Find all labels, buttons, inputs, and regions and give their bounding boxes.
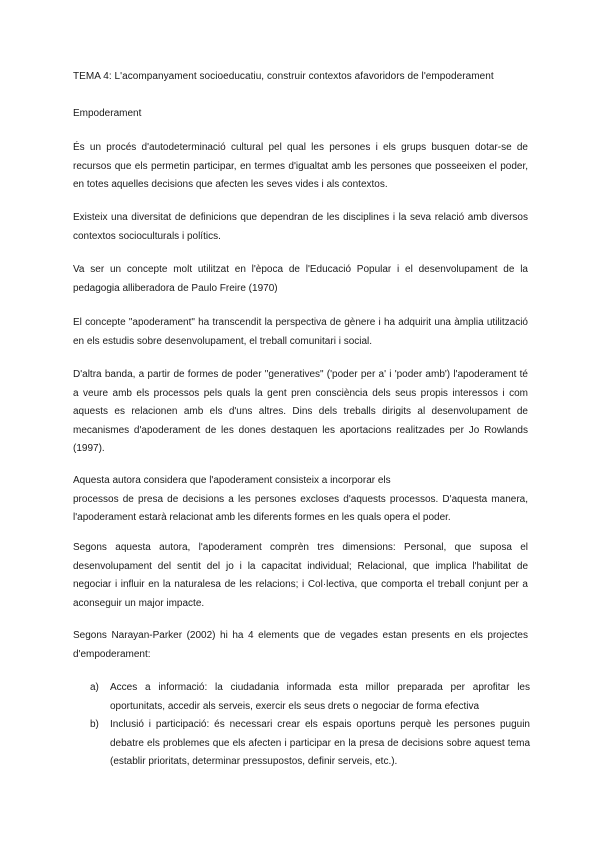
list-marker: a) [90, 682, 99, 693]
paragraph-6-line-1: Aquesta autora considera que l'apoderament consisteix a incorporar els [73, 475, 391, 486]
elements-list [90, 679, 530, 772]
section-heading: Empoderament [73, 108, 142, 119]
list-item [90, 679, 530, 716]
paragraph-5: D'altra banda, a partir de formes de poder "generatives" ('poder per a' i 'poder amb') l'apoderament té a veure amb els processos pels quals la gent pren consciència dels seus propis interessos i com aquests es relacionen amb els d'uns altres. Dins dels treballs dirigits al desenvolupament de mecanismes d'apoderament de les dones destaquen les aportacions realitzades per Jo Rowlands (1997). [73, 369, 528, 454]
paragraph-8: Segons Narayan-Parker (2002) hi ha 4 elements que de vegades estan presents en els projectes d'empoderament: [73, 630, 528, 660]
paragraph-7: Segons aquesta autora, l'apoderament comprèn tres dimensions: Personal, que suposa el desenvolupament del sentit del jo i la capacitat individual; Relacional, que implica l'habilitat de negociar i influir en la naturalesa de les relacions; i Col·lectiva, que comporta el treball conjunt per a aconseguir un major impacte. [73, 542, 528, 609]
paragraph-2: Existeix una diversitat de definicions que dependran de les disciplines i la seva relació amb diversos contextos socioculturals i polítics. [73, 212, 528, 242]
paragraph-3: Va ser un concepte molt utilitzat en l'època de l'Educació Popular i el desenvolupament de la pedagogia alliberadora de Paulo Freire (1970) [73, 264, 528, 294]
list-marker: b) [90, 719, 99, 730]
list-item [90, 716, 530, 772]
paragraph-1: És un procés d'autodeterminació cultural pel qual les persones i els grups busquen dotar-se de recursos que els permetin participar, en termes d'igualtat amb les persones que posseeixen el poder, en totes aquelles decisions que afecten les seves vides i als contextos. [73, 142, 528, 190]
list-item-text: Acces a informació: la ciudadania informada esta millor preparada per aprofitar les oportunitats, accedir als serveis, exercir els seus drets o negociar de forma efectiva [110, 682, 530, 712]
paragraph-6 [73, 472, 528, 528]
paragraph-6-rest: processos de presa de decisions a les persones excloses d'aquests processos. D'aquesta manera, l'apoderament estarà relacionat amb les diferents formes en les quals opera el poder. [73, 493, 528, 523]
document-title: TEMA 4: L'acompanyament socioeducatiu, construir contextos afavoridors de l'empoderament [73, 71, 494, 82]
list-item-text: Inclusió i participació: és necessari crear els espais oportuns perquè les persones puguin debatre els problemes que els afecten i participar en la presa de decisions sobre aquest tema (establir prioritats, determinar pressupostos, definir serveis, etc.). [110, 719, 530, 767]
paragraph-4: El concepte "apoderament" ha transcendit la perspectiva de gènere i ha adquirit una àmplia utilització en els estudis sobre desenvolupament, el treball comunitari i social. [73, 317, 528, 347]
